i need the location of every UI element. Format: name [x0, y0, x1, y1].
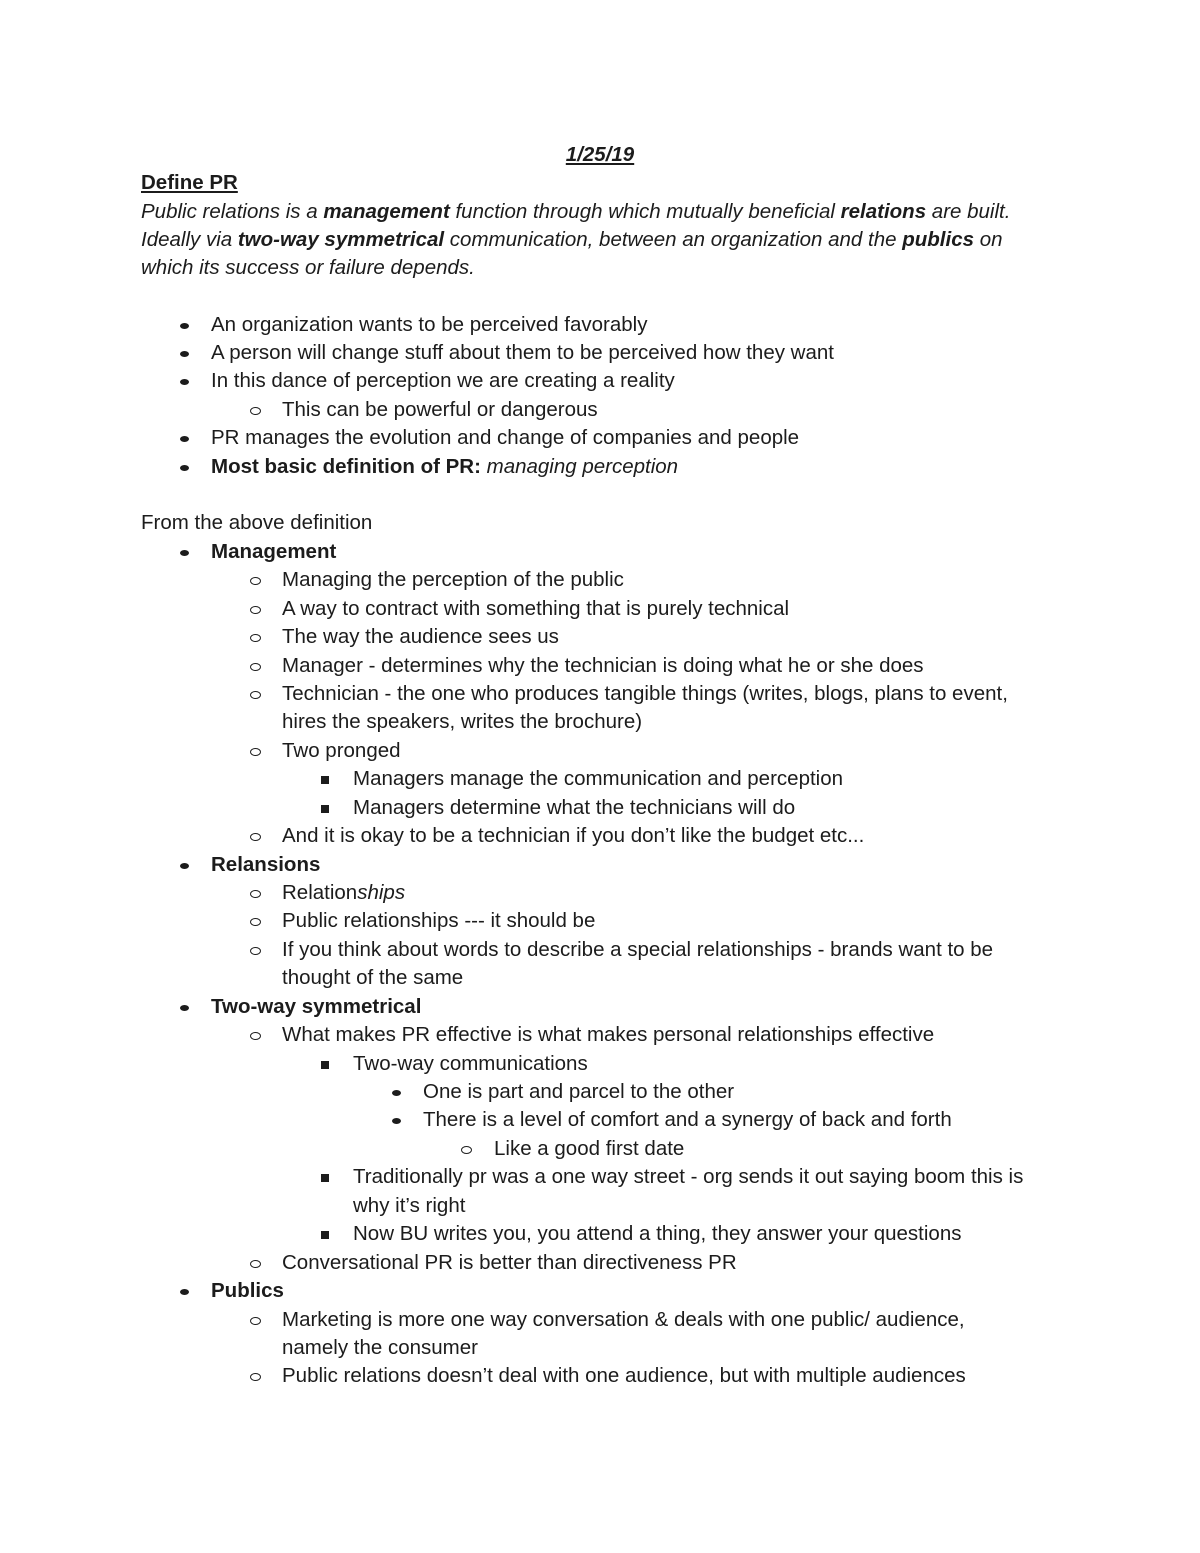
bullet-ring-icon [244, 1306, 266, 1334]
bullet-ring-icon [244, 595, 266, 623]
list-item: Public relationships --- it should be [282, 909, 596, 932]
bullet-square-icon [314, 1163, 336, 1191]
section-heading: Define PR [141, 171, 238, 194]
list-item: What makes PR effective is what makes personal relationships effective [282, 1023, 935, 1046]
bullet-ring-icon [244, 396, 266, 424]
list-item: Public relations doesn’t deal with one audience, but with multiple audiences [282, 1364, 966, 1387]
list-item: If you think about words to describe a special relationships - brands want to be [282, 938, 994, 961]
list-item: Technician - the one who produces tangible things (writes, blogs, plans to event, [282, 682, 1008, 705]
bullet-dot-icon [173, 1277, 195, 1305]
list-item: Most basic definition of PR: managing perception [211, 455, 679, 478]
bullet-dot-icon [385, 1078, 407, 1106]
bullet-dot-icon [173, 367, 195, 395]
list-item: Like a good first date [494, 1137, 685, 1160]
bullet-ring-icon [244, 566, 266, 594]
list-item-management: Management [211, 540, 337, 563]
bullet-dot-icon [173, 993, 195, 1021]
bullet-square-icon [314, 794, 336, 822]
definition-line-2: Ideally via two-way symmetrical communication, between an organization and the publics on [141, 228, 1003, 251]
bullet-square-icon [314, 1220, 336, 1248]
list-item: Two pronged [282, 739, 401, 762]
list-item-continuation: hires the speakers, writes the brochure) [282, 710, 643, 733]
list-item-continuation: why it’s right [353, 1194, 466, 1217]
definition-line-1: Public relations is a management function through which mutually beneficial relations are built. [141, 200, 1011, 223]
definition-line-3: which its success or failure depends. [141, 256, 475, 279]
date-heading: 1/25/19 [565, 143, 635, 166]
bullet-ring-icon [244, 1249, 266, 1277]
list-item-two-way: Two-way symmetrical [211, 995, 422, 1018]
bullet-ring-icon [244, 652, 266, 680]
bullet-dot-icon [173, 851, 195, 879]
bullet-ring-icon [244, 737, 266, 765]
bullet-ring-icon [244, 907, 266, 935]
bullet-dot-icon [173, 311, 195, 339]
list-item: Manager - determines why the technician is doing what he or she does [282, 654, 924, 677]
list-item: An organization wants to be perceived favorably [211, 313, 648, 336]
list-item: A person will change stuff about them to be perceived how they want [211, 341, 834, 364]
bullet-ring-icon [455, 1135, 477, 1163]
list-item: Managers determine what the technicians will do [353, 796, 796, 819]
list-item: This can be powerful or dangerous [282, 398, 598, 421]
paragraph: From the above definition [141, 511, 373, 534]
bullet-dot-icon [385, 1106, 407, 1134]
bullet-dot-icon [173, 424, 195, 452]
list-item: And it is okay to be a technician if you don’t like the budget etc... [282, 824, 865, 847]
bullet-dot-icon [173, 339, 195, 367]
list-item: Now BU writes you, you attend a thing, they answer your questions [353, 1222, 962, 1245]
bullet-dot-icon [173, 538, 195, 566]
list-item: Managers manage the communication and perception [353, 767, 844, 790]
list-item: Managing the perception of the public [282, 568, 624, 591]
list-item: PR manages the evolution and change of companies and people [211, 426, 800, 449]
list-item-continuation: thought of the same [282, 966, 464, 989]
bullet-ring-icon [244, 822, 266, 850]
bullet-ring-icon [244, 1362, 266, 1390]
list-item: Two-way communications [353, 1052, 588, 1075]
bullet-ring-icon [244, 680, 266, 708]
list-item-publics: Publics [211, 1279, 284, 1302]
list-item: One is part and parcel to the other [423, 1080, 735, 1103]
list-item: In this dance of perception we are creating a reality [211, 369, 675, 392]
bullet-square-icon [314, 1050, 336, 1078]
list-item: Marketing is more one way conversation & deals with one public/ audience, [282, 1308, 965, 1331]
list-item: Relationships [282, 881, 406, 904]
bullet-ring-icon [244, 879, 266, 907]
list-item: The way the audience sees us [282, 625, 559, 648]
list-item-relansions: Relansions [211, 853, 321, 876]
bullet-ring-icon [244, 936, 266, 964]
bullet-ring-icon [244, 1021, 266, 1049]
list-item: A way to contract with something that is purely technical [282, 597, 790, 620]
list-item: Traditionally pr was a one way street - org sends it out saying boom this is [353, 1165, 1024, 1188]
list-item: Conversational PR is better than directiveness PR [282, 1251, 737, 1274]
bullet-dot-icon [173, 453, 195, 481]
list-item-continuation: namely the consumer [282, 1336, 478, 1359]
list-item: There is a level of comfort and a synergy of back and forth [423, 1108, 952, 1131]
bullet-ring-icon [244, 623, 266, 651]
bullet-square-icon [314, 765, 336, 793]
